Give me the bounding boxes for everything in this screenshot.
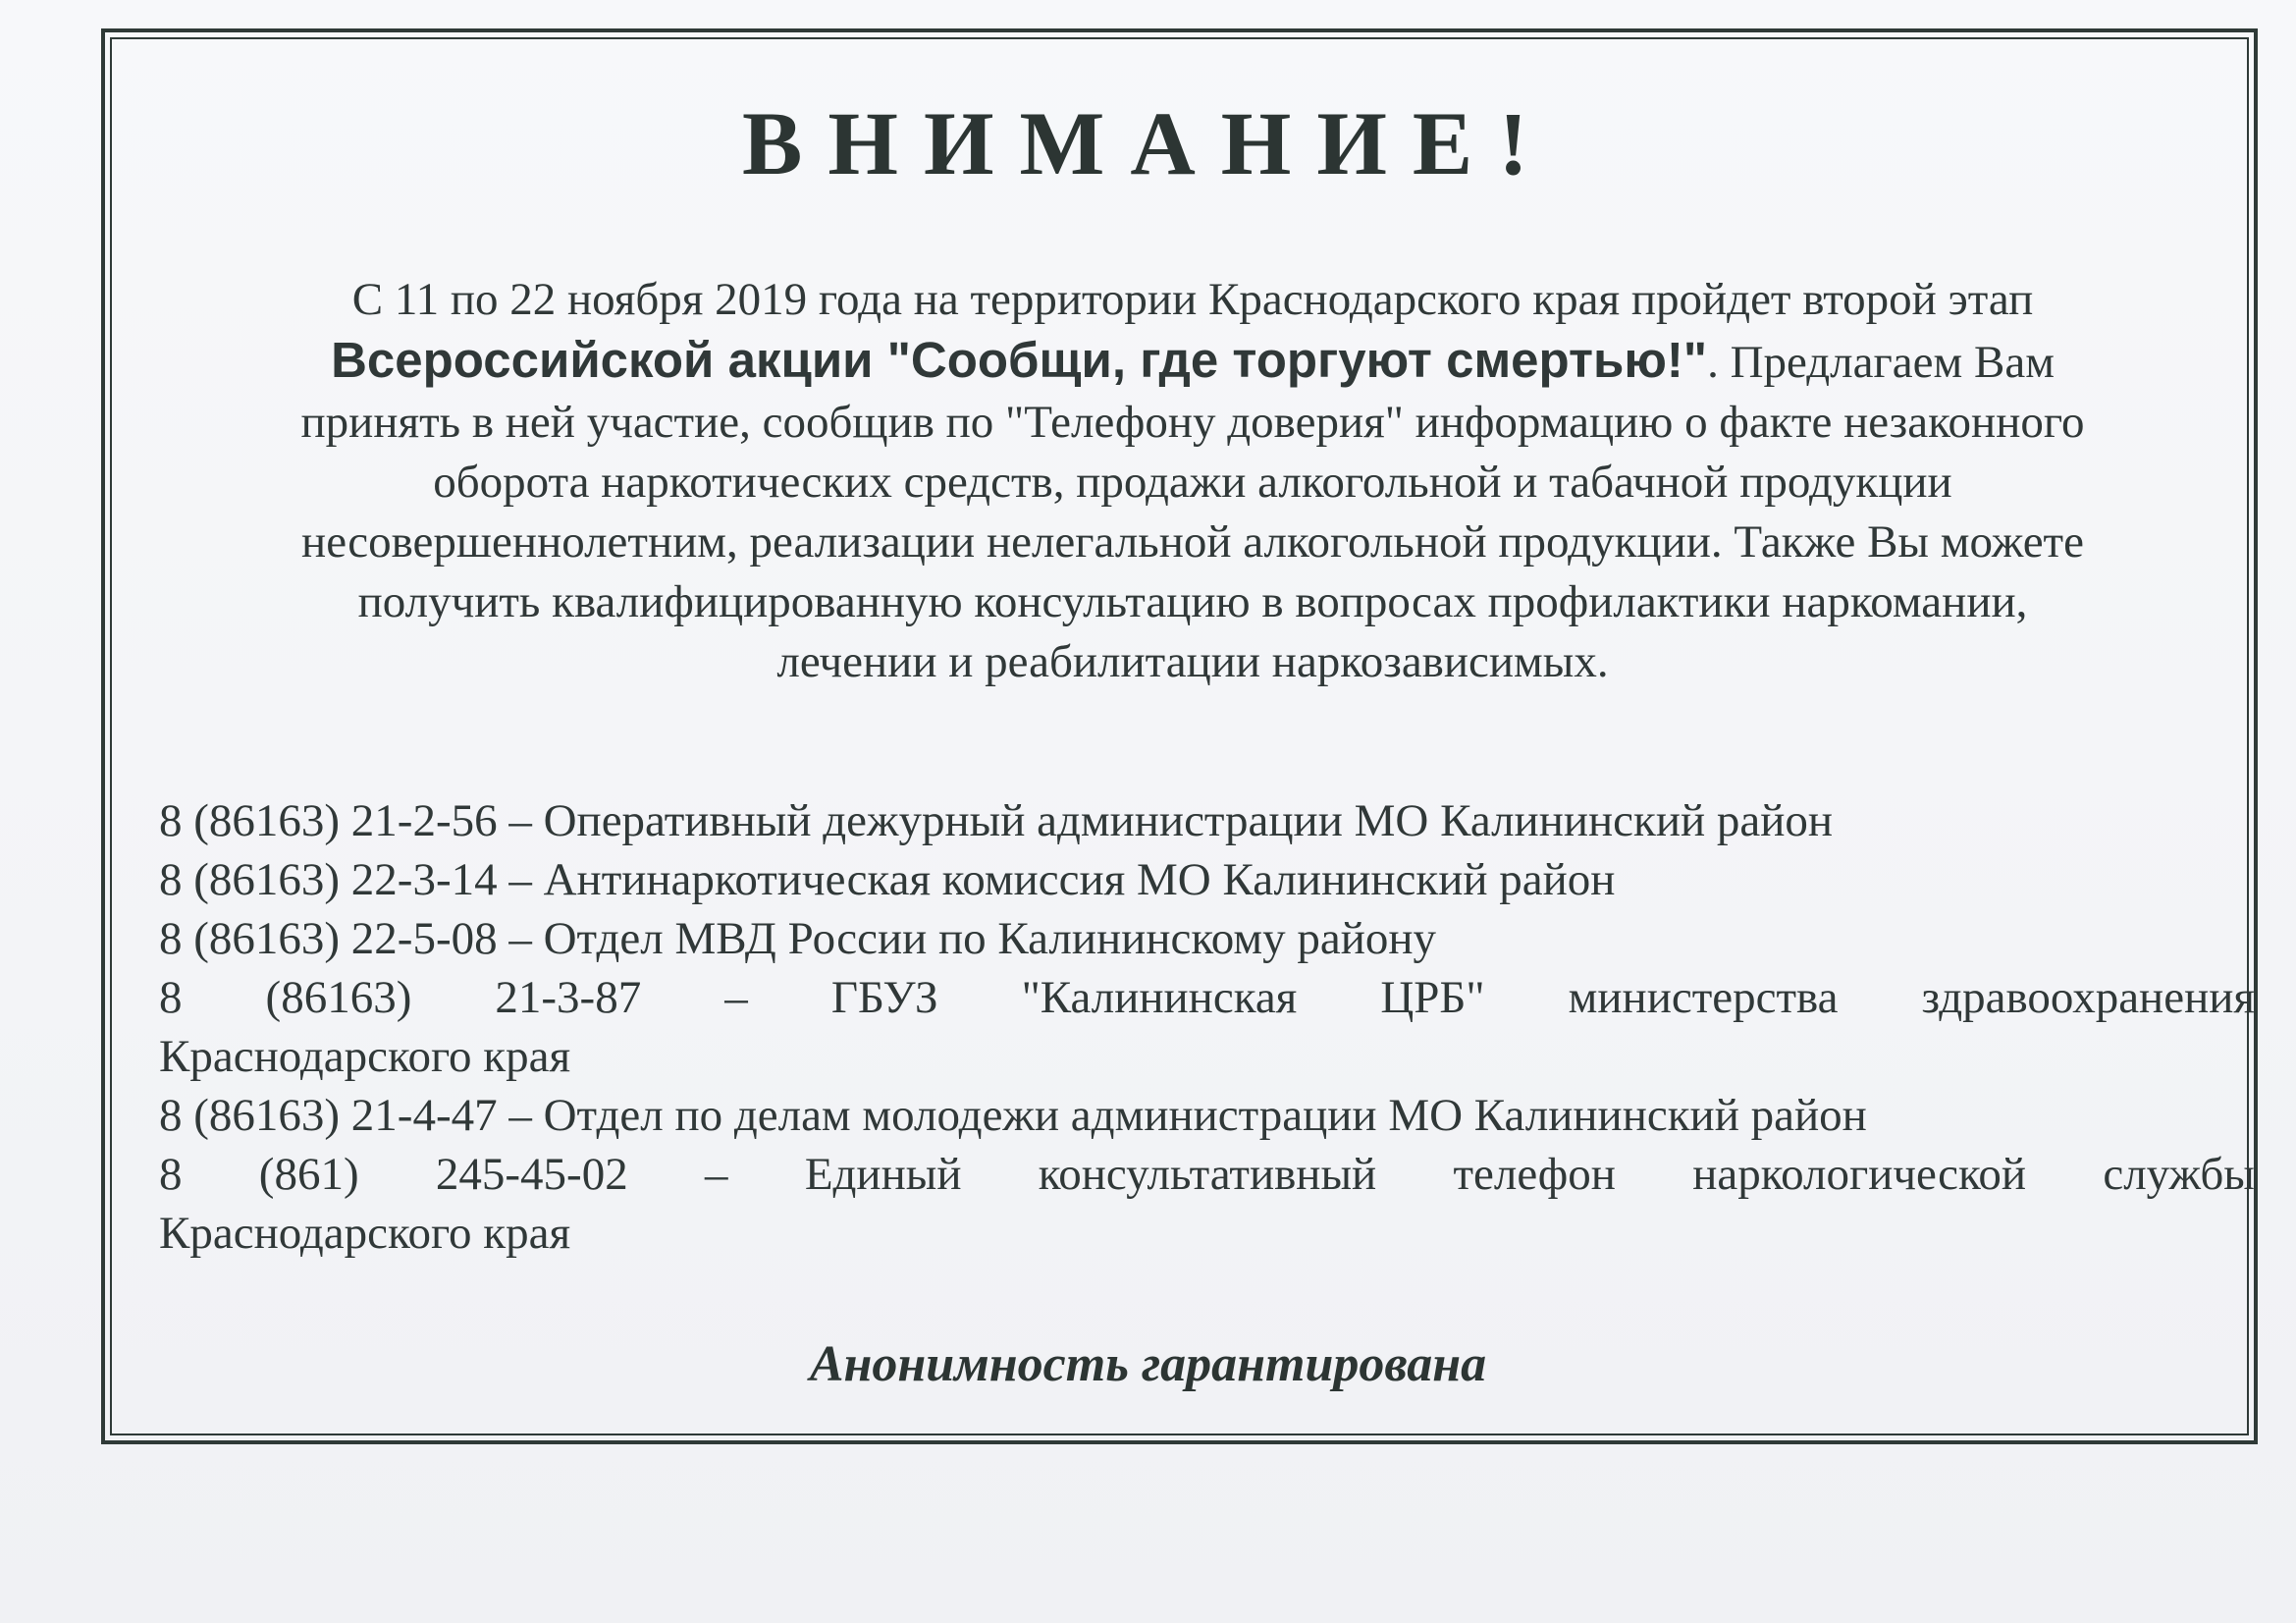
contact-item-hospital-continuation	[159, 1027, 2255, 1086]
intro-line-2	[128, 330, 2258, 393]
contact-word: ГБУЗ	[830, 972, 938, 1023]
contact-word: 21-3-87	[495, 972, 642, 1023]
anonymity-note: Анонимность гарантирована	[809, 1336, 1487, 1392]
campaign-name: Всероссийской акции "Сообщи, где торгуют смертью!"	[331, 332, 1708, 388]
contact-word: –	[724, 972, 748, 1023]
contact-word: здравоохранения	[1921, 972, 2255, 1023]
contact-text	[159, 968, 2255, 1027]
contact-word: (86163)	[265, 972, 412, 1023]
contact-item-antidrug-commission	[159, 850, 2255, 909]
notice-title: ВНИМАНИЕ!	[742, 93, 1554, 193]
contact-word: министерства	[1568, 972, 1839, 1023]
contact-item-narcology-hotline	[159, 1145, 2255, 1204]
contact-item-police-department	[159, 909, 2255, 968]
contact-word: (861)	[258, 1149, 359, 1200]
contact-text: 8 (86163) 22-3-14 – Антинаркотическая комиссия МО Калининский район	[159, 854, 1616, 905]
intro-line-6: получить квалифицированную консультацию в вопросах профилактики наркомании,	[357, 576, 2028, 627]
contact-word: службы	[2103, 1149, 2255, 1200]
contact-word: Единый	[804, 1149, 962, 1200]
contact-word: 8	[159, 972, 183, 1023]
intro-line-5: несовершеннолетним, реализации нелегальной алкогольной продукции. Также Вы можете	[301, 516, 2084, 568]
intro-line-4: оборота наркотических средств, продажи алкогольной и табачной продукции	[433, 457, 1952, 508]
contact-word: "Калининская	[1021, 972, 1298, 1023]
notice-intro-paragraph	[128, 270, 2258, 692]
contact-item-hospital	[159, 968, 2255, 1027]
contact-item-narcology-hotline-continuation	[159, 1204, 2255, 1263]
contact-item-youth-affairs	[159, 1086, 2255, 1145]
contact-text: 8 (86163) 21-4-47 – Отдел по делам молодежи администрации МО Калининский район	[159, 1090, 1867, 1141]
intro-line-7: лечении и реабилитации наркозависимых.	[776, 636, 1609, 687]
contact-text: 8 (86163) 22-5-08 – Отдел МВД России по Калининскому району	[159, 913, 1437, 964]
intro-line-3: принять в ней участие, сообщив по "Телефону доверия" информацию о факте незаконного	[300, 397, 2085, 448]
intro-line-1: С 11 по 22 ноября 2019 года на территории Краснодарского края пройдет второй этап	[351, 274, 2034, 325]
intro-line-2-rest: . Предлагаем Вам	[1707, 337, 2055, 388]
contact-text: 8 (86163) 21-2-56 – Оперативный дежурный администрации МО Калининский район	[159, 795, 1834, 846]
contact-word: 245-45-02	[435, 1149, 628, 1200]
contact-phone-list	[159, 791, 2255, 1263]
contact-word: консультативный	[1038, 1149, 1377, 1200]
contact-text-continuation: Краснодарского края	[159, 1208, 571, 1259]
contact-word: ЦРБ"	[1380, 972, 1485, 1023]
contact-word: телефон	[1453, 1149, 1616, 1200]
contact-word: наркологической	[1692, 1149, 2027, 1200]
contact-text-continuation: Краснодарского края	[159, 1031, 571, 1082]
contact-word: –	[705, 1149, 728, 1200]
contact-text	[159, 1145, 2255, 1204]
contact-word: 8	[159, 1149, 183, 1200]
contact-item-duty-officer	[159, 791, 2255, 850]
